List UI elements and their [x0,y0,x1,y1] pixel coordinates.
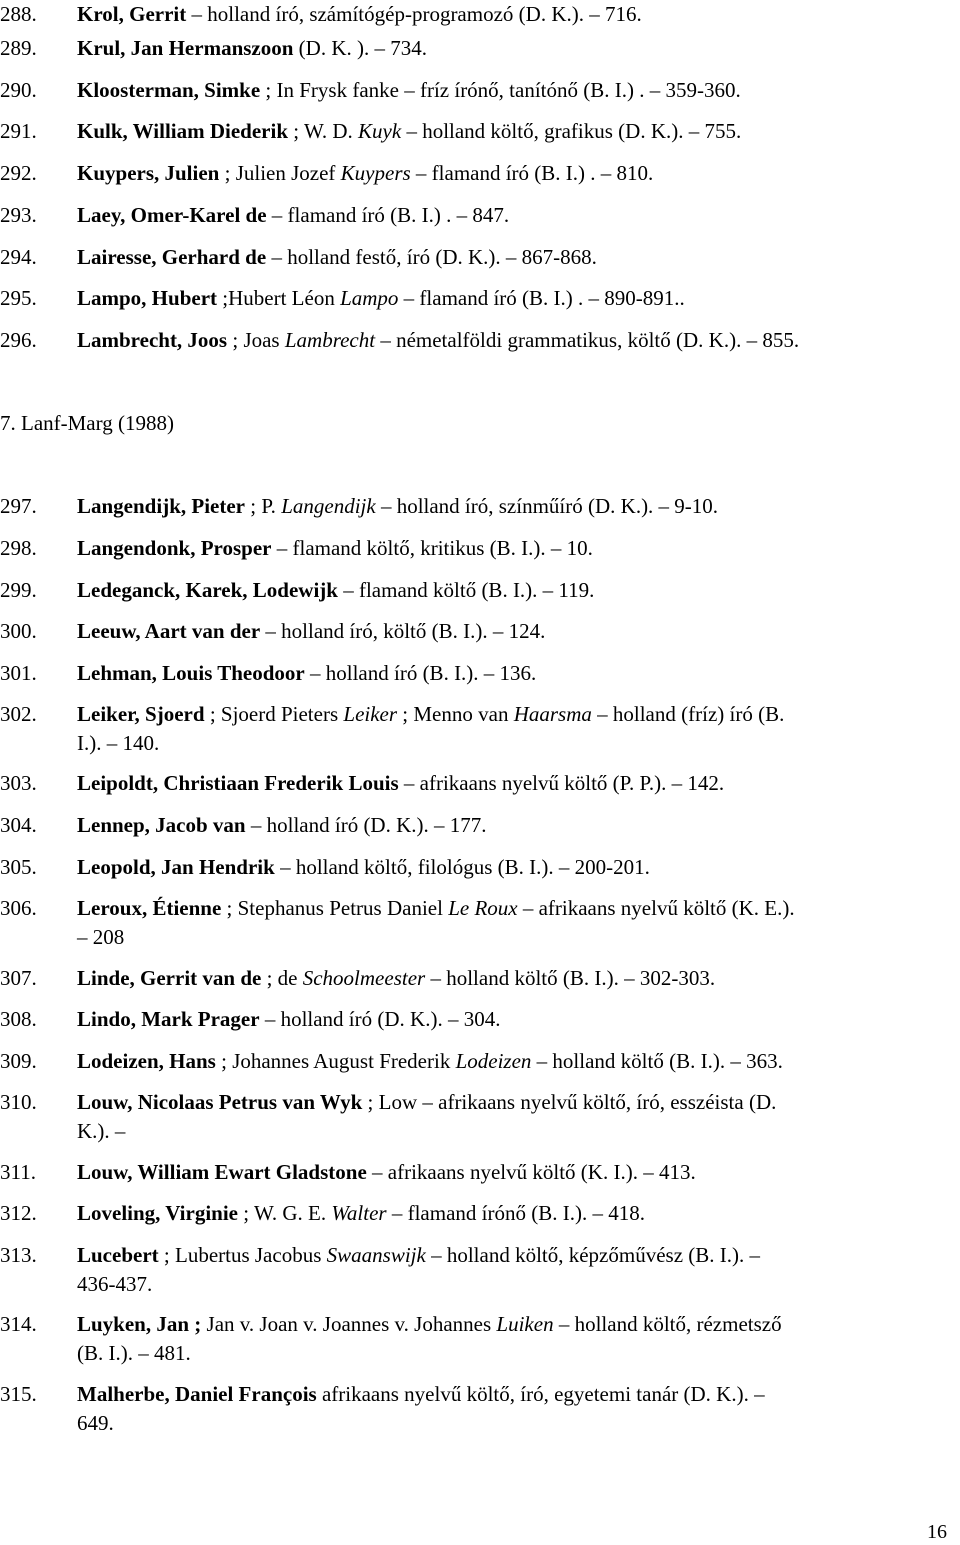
entry-name: Krol, Gerrit [77,2,187,26]
entry-number: 311. [0,1160,36,1184]
entry-text: Louw, Nicolaas Petrus van Wyk ; Low – afrikaans nyelvű költő, író, esszéista (D. K.). – [77,1088,776,1146]
entry-text: Lennep, Jacob van – holland író (D. K.). – 177. [77,813,487,837]
entry-text: Linde, Gerrit van de ; de Schoolmeester – holland költő (B. I.). – 302-303. [77,966,716,990]
entry-name: Leeuw, Aart van der [77,619,261,643]
entry-name: Kuypers, Julien [77,161,220,185]
entry-text: Leroux, Étienne ; Stephanus Petrus Daniel Le Roux – afrikaans nyelvű költő (K. E.). – 208 [77,894,795,952]
entry-text: Langendonk, Prosper – flamand költő, kritikus (B. I.). – 10. [77,536,593,560]
entry-number: 301. [0,661,37,685]
entry-text: Krol, Gerrit – holland író, számítógép-programozó (D. K.). – 716. [77,2,642,26]
entry-name: Louw, Nicolaas Petrus van Wyk [77,1090,363,1114]
entry-number: 310. [0,1090,37,1114]
entry-text: Kulk, William Diederik ; W. D. Kuyk – holland költő, grafikus (D. K.). – 755. [77,119,742,143]
entry-name: Leiker, Sjoerd [77,702,205,726]
entry-name: Linde, Gerrit van de [77,966,262,990]
entry-text: Lehman, Louis Theodoor – holland író (B. I.). – 136. [77,661,537,685]
entry-number: 298. [0,536,37,560]
entry-name: Leopold, Jan Hendrik [77,855,275,879]
entry-number: 294. [0,245,37,269]
entry-continuation: (B. I.). – 481. [77,1341,191,1365]
entry-number: 292. [0,161,37,185]
entry-number: 296. [0,328,37,352]
entry-number: 304. [0,813,37,837]
entry-text: Louw, William Ewart Gladstone – afrikaans nyelvű költő (K. I.). – 413. [77,1160,696,1184]
entry-number: 297. [0,494,37,518]
entry-text: Leipoldt, Christiaan Frederik Louis – afrikaans nyelvű költő (P. P.). – 142. [77,771,725,795]
entry-name: Loveling, Virginie [77,1201,239,1225]
entry-name: Lindo, Mark Prager [77,1007,260,1031]
entry-name: Leipoldt, Christiaan Frederik Louis [77,771,399,795]
entry-name: Ledeganck, Karek, Lodewijk [77,578,338,602]
entry-number: 295. [0,286,37,310]
entry-continuation: – 208 [77,925,125,949]
entry-number: 307. [0,966,37,990]
entry-name: Lairesse, Gerhard de [77,245,267,269]
entry-text: Lindo, Mark Prager – holland író (D. K.). – 304. [77,1007,501,1031]
entry-name: Malherbe, Daniel François [77,1382,317,1406]
entry-text: Krul, Jan Hermanszoon (D. K. ). – 734. [77,36,427,60]
entry-text: Kloosterman, Simke ; In Frysk fanke – fríz írónő, tanítónő (B. I.) . – 359-360. [77,78,741,102]
entry-continuation: 436-437. [77,1272,153,1296]
entry-number: 299. [0,578,37,602]
entry-number: 315. [0,1382,37,1406]
entry-number: 300. [0,619,37,643]
entry-number: 288. [0,2,37,26]
entry-text: Malherbe, Daniel François afrikaans nyelvű költő, író, egyetemi tanár (D. K.). – 649. [77,1380,765,1438]
entry-number: 293. [0,203,37,227]
entry-name: Lampo, Hubert [77,286,218,310]
entry-text: Leopold, Jan Hendrik – holland költő, filológus (B. I.). – 200-201. [77,855,650,879]
entry-name: Lambrecht, Joos [77,328,228,352]
entry-name: Krul, Jan Hermanszoon [77,36,294,60]
entry-number: 290. [0,78,37,102]
entry-name: Kloosterman, Simke [77,78,261,102]
entry-text: Loveling, Virginie ; W. G. E. Walter – flamand írónő (B. I.). – 418. [77,1201,645,1225]
entry-name: Laey, Omer-Karel de [77,203,267,227]
entry-name: Langendijk, Pieter [77,494,245,518]
entry-number: 303. [0,771,37,795]
entry-number: 309. [0,1049,37,1073]
entry-text: Lambrecht, Joos ; Joas Lambrecht – németalföldi grammatikus, költő (D. K.). – 855. [77,328,800,352]
entry-name: Louw, William Ewart Gladstone [77,1160,367,1184]
entry-number: 305. [0,855,37,879]
entry-number: 312. [0,1201,37,1225]
entry-continuation: I.). – 140. [77,731,160,755]
entry-name: Lehman, Louis Theodoor [77,661,305,685]
entry-name: Lucebert [77,1243,159,1267]
entry-text: Laey, Omer-Karel de – flamand író (B. I.) . – 847. [77,203,510,227]
entry-name: Lennep, Jacob van [77,813,246,837]
entry-number: 306. [0,896,37,920]
entry-number: 291. [0,119,37,143]
entry-text: Ledeganck, Karek, Lodewijk – flamand költő (B. I.). – 119. [77,578,595,602]
entry-number: 302. [0,702,37,726]
entry-text: Leeuw, Aart van der – holland író, költő (B. I.). – 124. [77,619,546,643]
entry-text: Lodeizen, Hans ; Johannes August Frederik Lodeizen – holland költő (B. I.). – 363. [77,1049,783,1073]
entry-text: Leiker, Sjoerd ; Sjoerd Pieters Leiker ; Menno van Haarsma – holland (fríz) író (B. I.). – 140. [77,700,784,758]
page-number: 16 [927,1521,947,1543]
entry-number: 314. [0,1312,37,1336]
entry-continuation: K.). – [77,1119,126,1143]
entry-number: 308. [0,1007,37,1031]
entry-text: Langendijk, Pieter ; P. Langendijk – holland író, színműíró (D. K.). – 9-10. [77,494,719,518]
entry-text: Lairesse, Gerhard de – holland festő, író (D. K.). – 867-868. [77,245,597,269]
entry-name: Luyken, Jan ; [77,1312,202,1336]
entry-text: Kuypers, Julien ; Julien Jozef Kuypers – flamand író (B. I.) . – 810. [77,161,654,185]
entry-name: Leroux, Étienne [77,896,222,920]
section-heading: 7. Lanf-Marg (1988) [0,411,174,435]
entry-number: 313. [0,1243,37,1267]
entry-number: 289. [0,36,37,60]
entry-name: Kulk, William Diederik [77,119,289,143]
entry-name: Langendonk, Prosper [77,536,272,560]
entry-text: Lampo, Hubert ;Hubert Léon Lampo – flamand író (B. I.) . – 890-891.. [77,286,685,310]
entry-name: Lodeizen, Hans [77,1049,216,1073]
entry-text: Lucebert ; Lubertus Jacobus Swaanswijk – holland költő, képzőművész (B. I.). – 436-437. [77,1241,760,1299]
entry-text: Luyken, Jan ; Jan v. Joan v. Joannes v. Johannes Luiken – holland költő, rézmetsző (B. I.). – 481. [77,1310,782,1368]
entry-continuation: 649. [77,1411,114,1435]
